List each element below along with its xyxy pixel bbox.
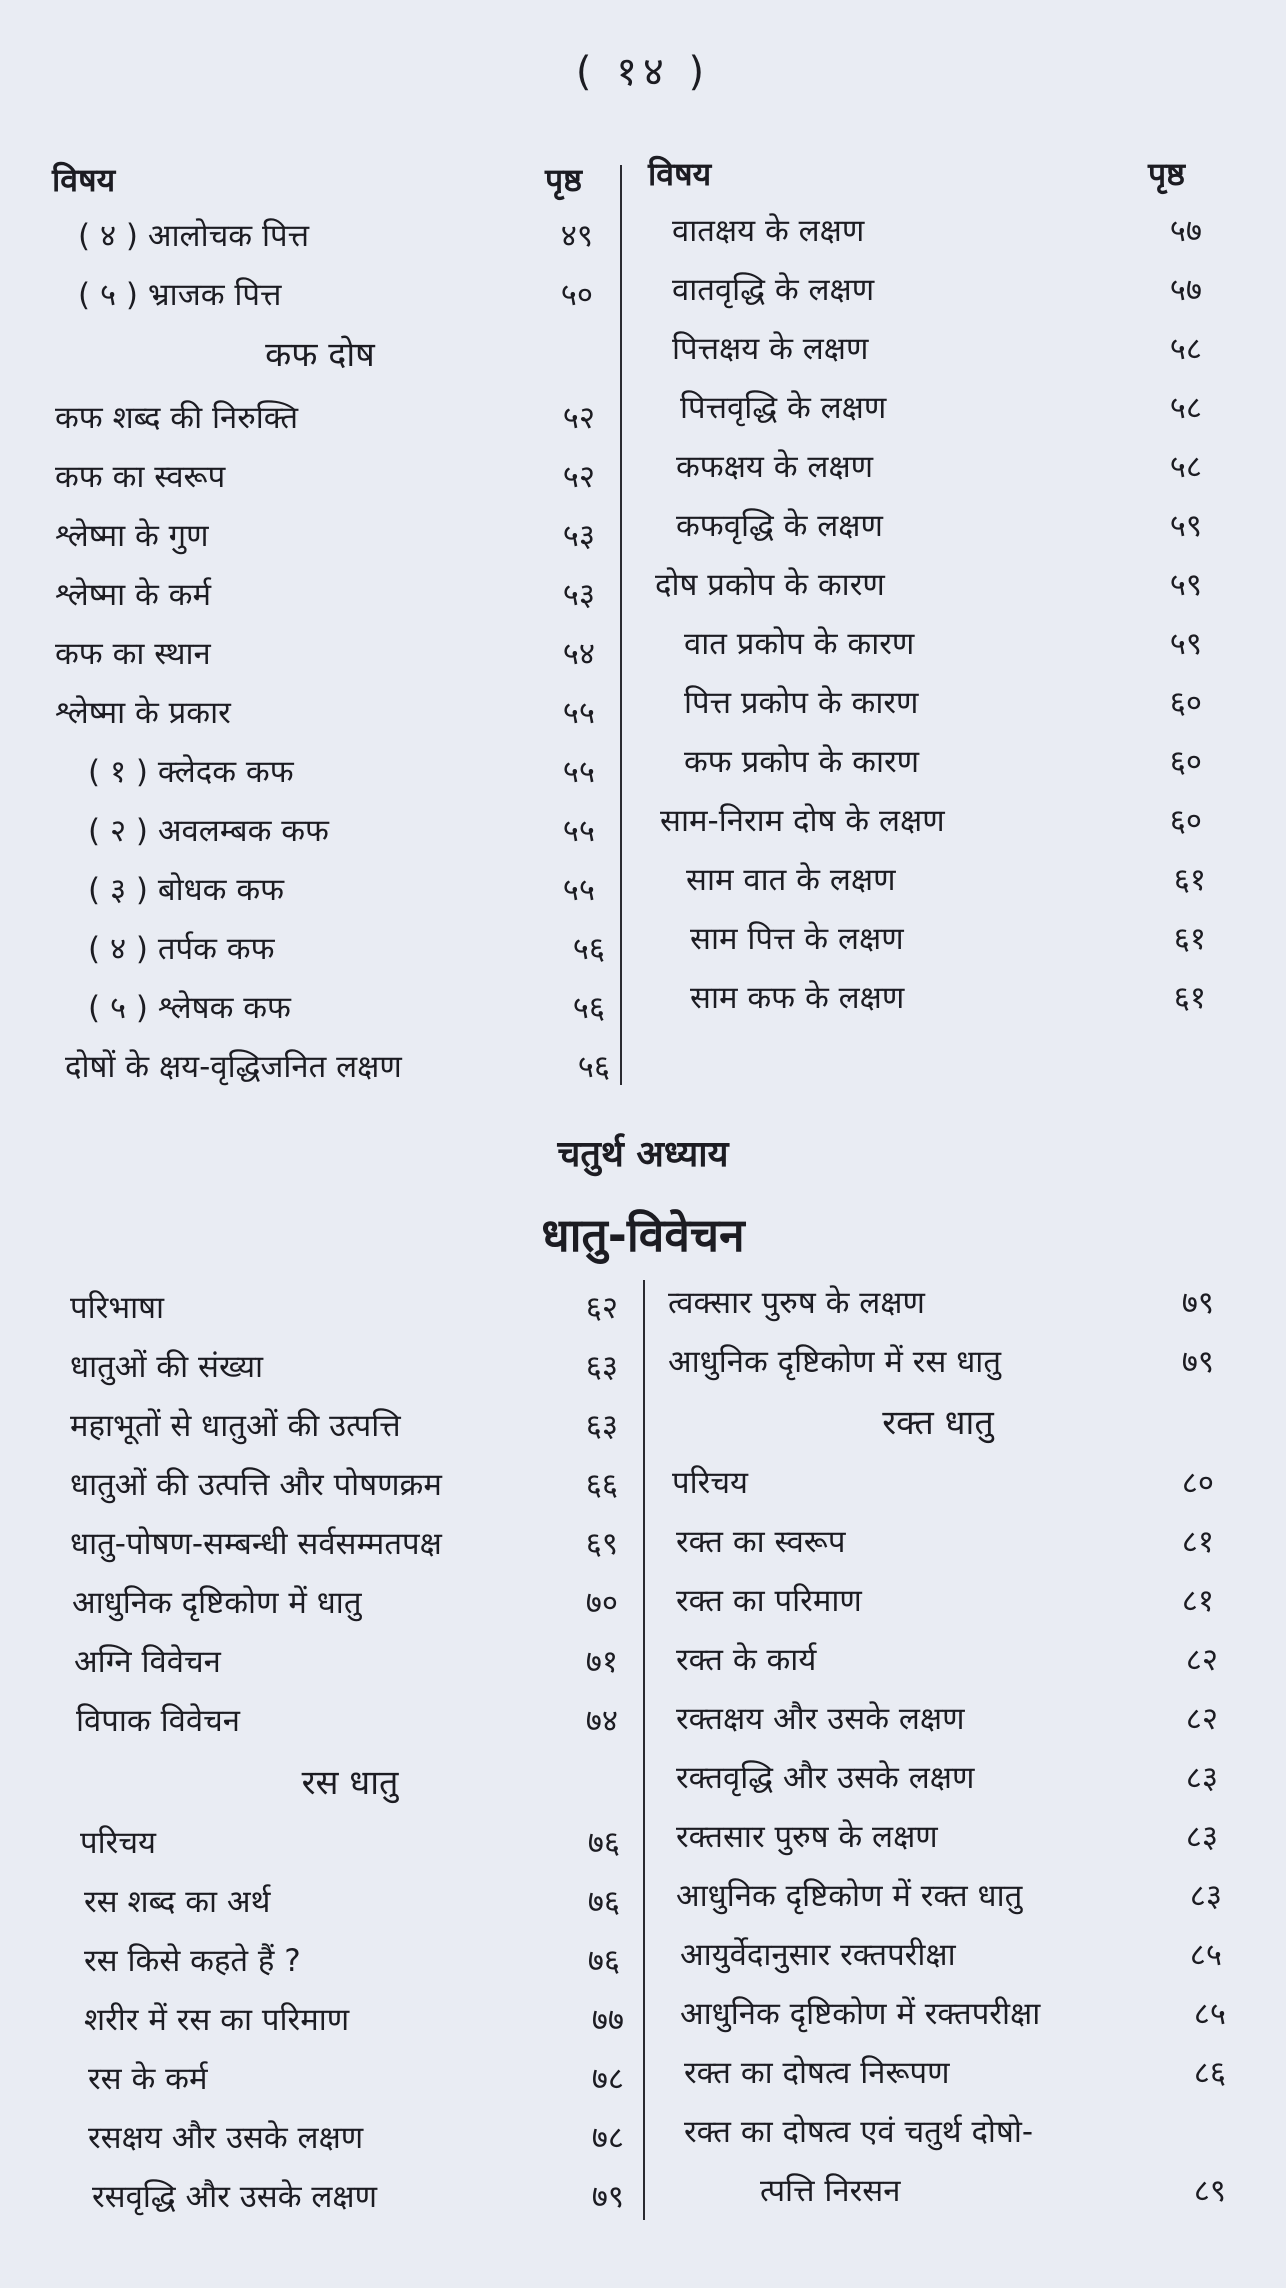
list-item: कफ प्रकोप के कारण ६० — [684, 744, 1202, 780]
list-item: रक्त के कार्य ८२ — [676, 1642, 1218, 1678]
list-item: साम कफ के लक्षण ६१ — [690, 980, 1206, 1016]
list-item: परिचय ८० — [672, 1465, 1214, 1501]
list-item: रस किसे कहते हैं ? ७६ — [84, 1943, 620, 1979]
list-item: ( ४ ) तर्पक कफ ५६ — [88, 931, 605, 967]
list-item: शरीर में रस का परिमाण ७७ — [84, 2002, 624, 2038]
page-number: ( १४ ) — [575, 49, 711, 95]
list-item: साम पित्त के लक्षण ६१ — [690, 921, 1206, 957]
list-item: ( २ ) अवलम्बक कफ ५५ — [88, 813, 595, 849]
list-item: परिभाषा ६२ — [70, 1290, 618, 1326]
list-item: ( ३ ) बोधक कफ ५५ — [88, 872, 595, 908]
list-item: परिचय ७६ — [80, 1825, 620, 1861]
list-item: श्लेष्मा के प्रकार ५५ — [55, 695, 595, 731]
list-item: कफ का स्थान ५४ — [55, 636, 595, 672]
list-item: पित्त प्रकोप के कारण ६० — [684, 685, 1202, 721]
list-item: रस के कर्म ७८ — [88, 2061, 624, 2097]
list-item: साम-निराम दोष के लक्षण ६० — [660, 803, 1202, 839]
list-item: रक्त का परिमाण ८१ — [676, 1583, 1214, 1619]
list-item: रक्तसार पुरुष के लक्षण ८३ — [676, 1819, 1218, 1855]
list-item: साम वात के लक्षण ६१ — [686, 862, 1206, 898]
list-item: ( ५ ) श्लेषक कफ ५६ — [88, 990, 605, 1026]
list-item: आधुनिक दृष्टिकोण में धातु ७० — [72, 1585, 618, 1621]
subsection-heading: रस धातु — [301, 1763, 399, 1803]
list-item: आधुनिक दृष्टिकोण में रक्त धातु ८३ — [676, 1878, 1222, 1914]
list-item: ( ५ ) भ्राजक पित्त ५० — [78, 277, 593, 313]
list-item: रक्त का दोषत्व एवं चतुर्थ दोषो- — [684, 2114, 1034, 2150]
list-item: पित्तवृद्धि के लक्षण ५८ — [680, 390, 1202, 426]
list-item: रस शब्द का अर्थ ७६ — [84, 1884, 620, 1920]
list-item: रक्त का स्वरूप ८१ — [676, 1524, 1214, 1560]
list-item: आयुर्वेदानुसार रक्तपरीक्षा ८५ — [680, 1937, 1222, 1973]
right-subject-header: विषय — [648, 155, 712, 193]
list-item: वातवृद्धि के लक्षण ५७ — [672, 272, 1202, 308]
list-item: आधुनिक दृष्टिकोण में रस धातु ७९ — [668, 1344, 1214, 1380]
list-item: कफक्षय के लक्षण ५८ — [676, 449, 1202, 485]
list-item: रसवृद्धि और उसके लक्षण ७९ — [92, 2179, 624, 2215]
list-item: कफ का स्वरूप ५२ — [55, 459, 595, 495]
list-item: रसक्षय और उसके लक्षण ७८ — [88, 2120, 624, 2156]
list-item: रक्तवृद्धि और उसके लक्षण ८३ — [676, 1760, 1218, 1796]
subsection-heading: कफ दोष — [265, 335, 375, 375]
list-item: पित्तक्षय के लक्षण ५८ — [672, 331, 1202, 367]
column-divider — [643, 1280, 645, 2220]
list-item: रक्तक्षय और उसके लक्षण ८२ — [676, 1701, 1218, 1737]
column-divider — [620, 165, 622, 1085]
chapter-title: धातु-विवेचन — [541, 1208, 745, 1262]
list-item: धातु-पोषण-सम्बन्धी सर्वसम्मतपक्ष ६९ — [70, 1526, 618, 1562]
list-item: आधुनिक दृष्टिकोण में रक्तपरीक्षा ८५ — [680, 1996, 1226, 2032]
list-item: ( ४ ) आलोचक पित्त ४९ — [78, 218, 593, 254]
list-item: ( १ ) क्लेदक कफ ५५ — [88, 754, 595, 790]
left-page-header: पृष्ठ — [545, 161, 583, 199]
list-item: दोषों के क्षय-वृद्धिजनित लक्षण ५६ — [65, 1049, 610, 1085]
left-subject-header: विषय — [52, 161, 116, 199]
list-item: त्वक्सार पुरुष के लक्षण ७९ — [668, 1285, 1214, 1321]
list-item: विपाक विवेचन ७४ — [76, 1703, 618, 1739]
list-item: कफवृद्धि के लक्षण ५९ — [676, 508, 1202, 544]
list-item: धातुओं की संख्या ६३ — [70, 1349, 618, 1385]
subsection-heading: रक्त धातु — [882, 1403, 994, 1443]
chapter-number: चतुर्थ अध्याय — [557, 1134, 729, 1175]
list-item: दोष प्रकोप के कारण ५९ — [655, 567, 1202, 603]
list-item: श्लेष्मा के गुण ५३ — [55, 518, 595, 554]
list-item: अग्नि विवेचन ७१ — [74, 1644, 618, 1680]
list-item: रक्त का दोषत्व निरूपण ८६ — [684, 2055, 1226, 2091]
right-page-header: पृष्ठ — [1148, 155, 1186, 193]
list-item: त्पत्ति निरसन ८९ — [760, 2173, 1226, 2209]
list-item: श्लेष्मा के कर्म ५३ — [55, 577, 595, 613]
list-item: कफ शब्द की निरुक्ति ५२ — [55, 400, 595, 436]
list-item: महाभूतों से धातुओं की उत्पत्ति ६३ — [70, 1408, 618, 1444]
list-item: वातक्षय के लक्षण ५७ — [672, 213, 1202, 249]
list-item: वात प्रकोप के कारण ५९ — [684, 626, 1202, 662]
list-item: धातुओं की उत्पत्ति और पोषणक्रम ६६ — [70, 1467, 618, 1503]
